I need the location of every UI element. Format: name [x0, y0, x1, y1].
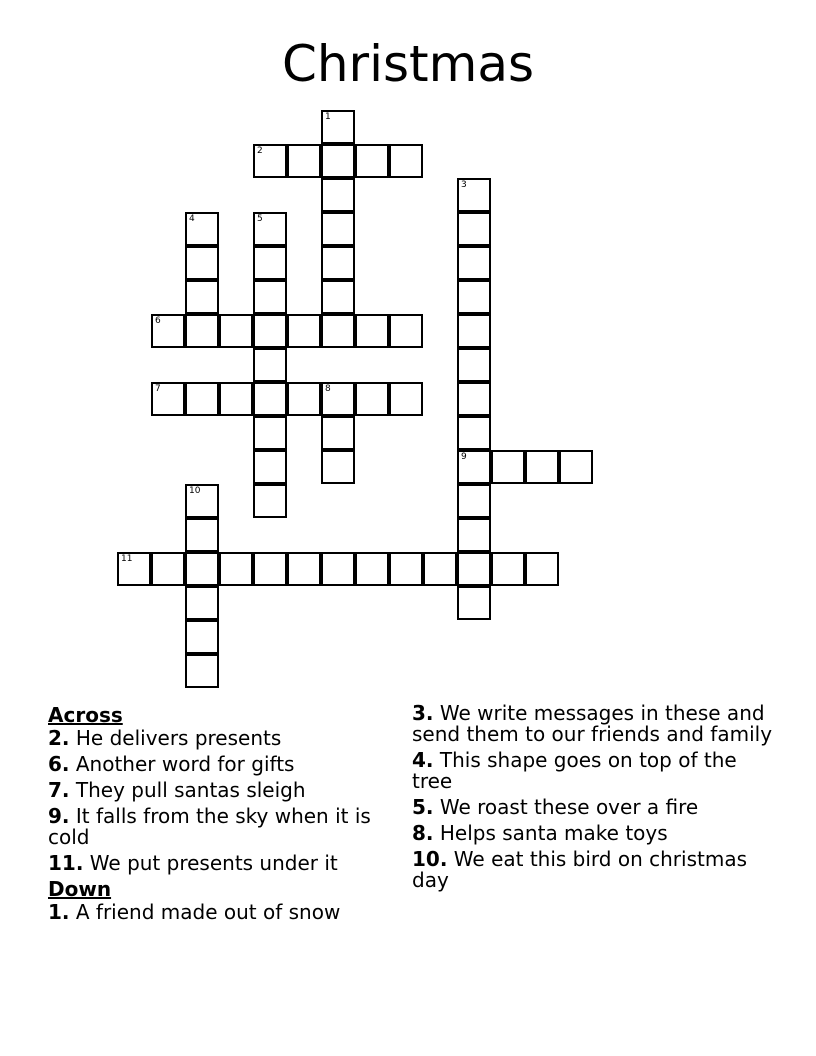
grid-cell[interactable]	[457, 314, 491, 348]
grid-cell[interactable]	[389, 382, 423, 416]
clues-left-column	[48, 703, 378, 928]
grid-cell[interactable]	[185, 518, 219, 552]
clue-down-4	[412, 750, 782, 792]
grid-cell[interactable]	[457, 382, 491, 416]
grid-cell[interactable]	[287, 552, 321, 586]
clue-text: This shape goes on top of the tree	[412, 748, 737, 793]
grid-cell[interactable]	[321, 178, 355, 212]
grid-cell[interactable]	[423, 552, 457, 586]
grid-cell[interactable]	[457, 484, 491, 518]
cell-number: 11	[121, 554, 133, 564]
grid-cell[interactable]	[321, 246, 355, 280]
grid-cell[interactable]	[185, 484, 219, 518]
grid-cell[interactable]	[185, 280, 219, 314]
grid-cell[interactable]	[321, 110, 355, 144]
grid-cell[interactable]	[253, 246, 287, 280]
down-heading: Down	[48, 877, 112, 901]
grid-cell[interactable]	[185, 246, 219, 280]
clue-text: They pull santas sleigh	[75, 778, 306, 802]
clue-text: It falls from the sky when it is cold	[48, 804, 371, 849]
grid-cell[interactable]	[321, 280, 355, 314]
cell-number: 9	[461, 452, 467, 462]
grid-cell[interactable]	[151, 382, 185, 416]
clue-down-5	[412, 797, 782, 818]
cell-number: 6	[155, 316, 161, 326]
across-heading: Across	[48, 703, 123, 727]
clue-number: 11.	[48, 851, 84, 875]
grid-cell[interactable]	[491, 450, 525, 484]
cell-number: 7	[155, 384, 161, 394]
grid-cell[interactable]	[151, 314, 185, 348]
clue-number: 4.	[412, 748, 434, 772]
grid-cell[interactable]	[253, 212, 287, 246]
grid-cell[interactable]	[185, 212, 219, 246]
grid-cell[interactable]	[185, 586, 219, 620]
grid-cell[interactable]	[389, 314, 423, 348]
clue-text: We write messages in these and send them to our friends and family	[412, 701, 773, 746]
cell-number: 4	[189, 214, 195, 224]
clue-number: 3.	[412, 701, 434, 725]
clue-text: Helps santa make toys	[439, 821, 668, 845]
cell-number: 10	[189, 486, 201, 496]
grid-cell[interactable]	[457, 416, 491, 450]
clue-text: We put presents under it	[89, 851, 338, 875]
grid-cell[interactable]	[219, 314, 253, 348]
grid-cell[interactable]	[185, 382, 219, 416]
grid-cell[interactable]	[287, 144, 321, 178]
grid-cell[interactable]	[117, 552, 151, 586]
clue-down-8	[412, 823, 782, 844]
clue-text: A friend made out of snow	[75, 900, 341, 924]
grid-cell[interactable]	[457, 586, 491, 620]
grid-cell[interactable]	[253, 450, 287, 484]
clue-across-7	[48, 780, 378, 801]
grid-cell[interactable]	[253, 348, 287, 382]
grid-cell[interactable]	[321, 552, 355, 586]
clue-down-3	[412, 703, 782, 745]
clue-number: 6.	[48, 752, 70, 776]
grid-cell[interactable]	[491, 552, 525, 586]
grid-cell[interactable]	[525, 552, 559, 586]
cell-number: 1	[325, 112, 331, 122]
puzzle-title: Christmas	[281, 35, 535, 93]
cell-number: 5	[257, 214, 263, 224]
clue-across-9	[48, 806, 378, 848]
grid-cell[interactable]	[253, 144, 287, 178]
grid-cell[interactable]	[457, 348, 491, 382]
grid-cell[interactable]	[457, 178, 491, 212]
grid-cell[interactable]	[321, 144, 355, 178]
grid-cell[interactable]	[457, 552, 491, 586]
grid-cell[interactable]	[457, 212, 491, 246]
clue-text: We eat this bird on christmas day	[412, 847, 747, 892]
grid-cell[interactable]	[389, 552, 423, 586]
clue-number: 7.	[48, 778, 70, 802]
grid-cell[interactable]	[355, 314, 389, 348]
grid-cell[interactable]	[321, 382, 355, 416]
grid-cell[interactable]	[389, 144, 423, 178]
cell-number: 8	[325, 384, 331, 394]
clue-number: 5.	[412, 795, 434, 819]
cell-number: 2	[257, 146, 263, 156]
grid-cell[interactable]	[253, 416, 287, 450]
clue-down-1	[48, 902, 378, 923]
grid-cell[interactable]	[151, 552, 185, 586]
clue-across-11	[48, 853, 378, 874]
grid-cell[interactable]	[219, 382, 253, 416]
cell-number: 3	[461, 180, 467, 190]
clues-right-column	[412, 703, 782, 896]
grid-cell[interactable]	[253, 314, 287, 348]
clue-number: 8.	[412, 821, 434, 845]
grid-cell[interactable]	[185, 654, 219, 688]
clue-text: Another word for gifts	[75, 752, 295, 776]
grid-cell[interactable]	[287, 314, 321, 348]
clue-number: 2.	[48, 726, 70, 750]
grid-cell[interactable]	[321, 450, 355, 484]
grid-cell[interactable]	[321, 314, 355, 348]
clue-down-10	[412, 849, 782, 891]
clue-text: He delivers presents	[75, 726, 282, 750]
grid-cell[interactable]	[457, 518, 491, 552]
grid-cell[interactable]	[321, 416, 355, 450]
grid-cell[interactable]	[287, 382, 321, 416]
grid-cell[interactable]	[185, 620, 219, 654]
grid-cell[interactable]	[219, 552, 253, 586]
clue-across-2	[48, 728, 378, 749]
grid-cell[interactable]	[185, 314, 219, 348]
clue-across-6	[48, 754, 378, 775]
grid-cell[interactable]	[355, 552, 389, 586]
grid-cell[interactable]	[457, 280, 491, 314]
grid-cell[interactable]	[355, 144, 389, 178]
grid-cell[interactable]	[321, 212, 355, 246]
grid-cell[interactable]	[253, 552, 287, 586]
grid-cell[interactable]	[559, 450, 593, 484]
clue-number: 9.	[48, 804, 70, 828]
grid-cell[interactable]	[253, 484, 287, 518]
clue-number: 1.	[48, 900, 70, 924]
clue-text: We roast these over a fire	[439, 795, 699, 819]
grid-cell[interactable]	[253, 382, 287, 416]
grid-cell[interactable]	[525, 450, 559, 484]
grid-cell[interactable]	[185, 552, 219, 586]
grid-cell[interactable]	[457, 246, 491, 280]
clue-number: 10.	[412, 847, 448, 871]
grid-cell[interactable]	[253, 280, 287, 314]
grid-cell[interactable]	[457, 450, 491, 484]
grid-cell[interactable]	[355, 382, 389, 416]
